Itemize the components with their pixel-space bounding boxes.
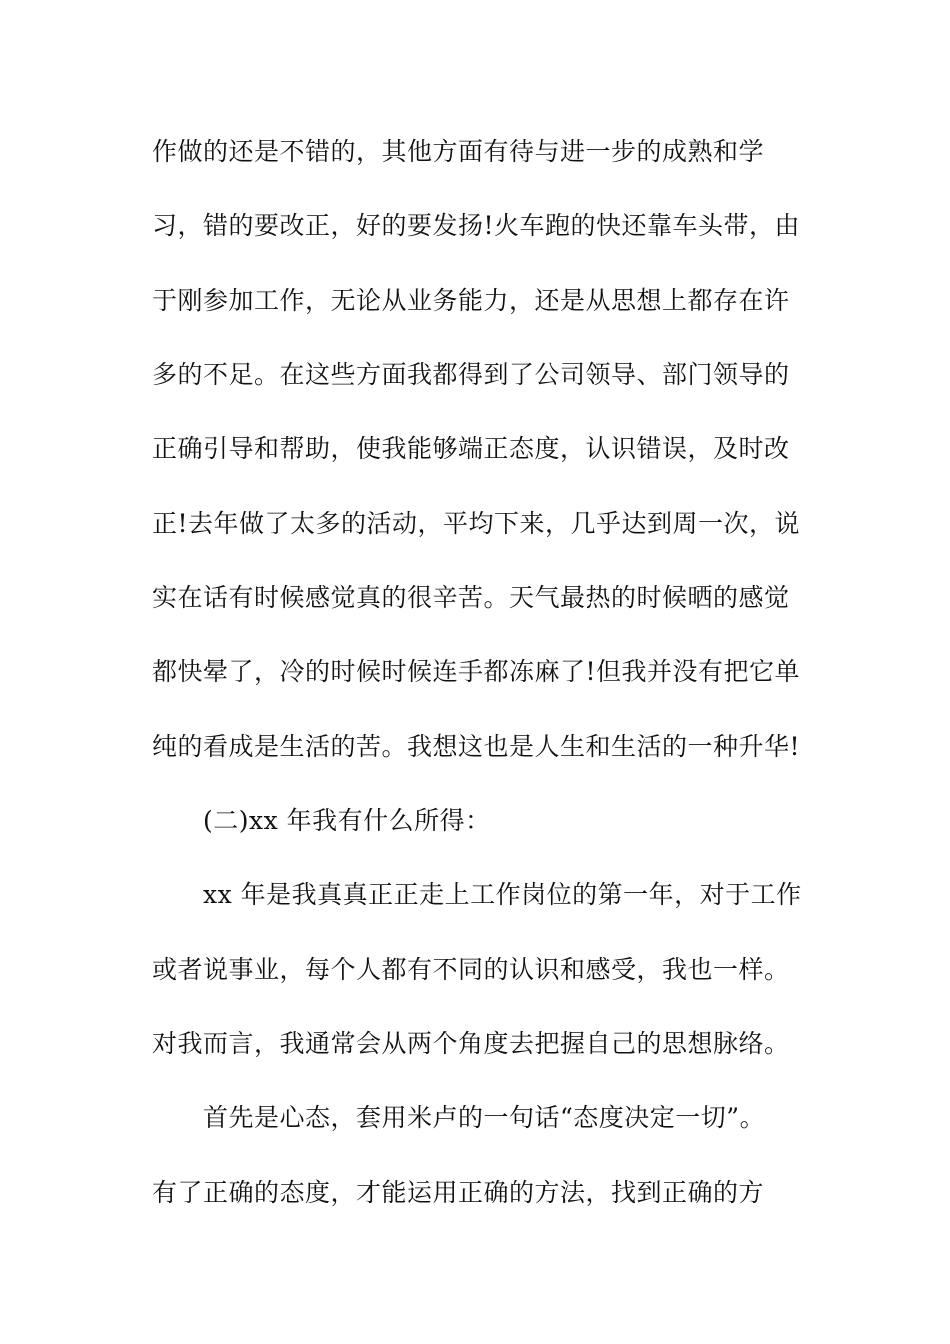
section-heading: (二)xx 年我有什么所得： [203,806,491,835]
paragraph-line: 作做的还是不错的，其他方面有待与进一步的成熟和学 [152,137,765,166]
paragraph-line: 正!去年做了太多的活动，平均下来，几乎达到周一次，说 [152,509,801,538]
paragraph-line: 或者说事业，每个人都有不同的认识和感受，我也一样。 [152,955,790,984]
paragraph-line: 习，错的要改正，好的要发扬!火车跑的快还靠车头带，由 [152,211,801,240]
paragraph-line: 对我而言，我通常会从两个角度去把握自己的思想脉络。 [152,1029,790,1058]
paragraph-line: 都快晕了，冷的时候时候连手都冻麻了!但我并没有把它单 [152,657,801,686]
paragraph-line: 正确引导和帮助，使我能够端正态度，认识错误，及时改 [152,434,790,463]
paragraph-line: 实在话有时候感觉真的很辛苦。天气最热的时候晒的感觉 [152,583,790,612]
paragraph-line: 首先是心态，套用米卢的一句话“态度决定一切”。 [203,1103,766,1132]
paragraph-line: 纯的看成是生活的苦。我想这也是人生和生活的一种升华! [152,732,801,761]
paragraph-line: 有了正确的态度，才能运用正确的方法，找到正确的方 [152,1178,765,1207]
paragraph-line: xx 年是我真真正正走上工作岗位的第一年，对于工作 [203,880,802,909]
paragraph-line: 多的不足。在这些方面我都得到了公司领导、部门领导的 [152,360,790,389]
paragraph-line: 于刚参加工作，无论从业务能力，还是从思想上都存在许 [152,286,790,315]
